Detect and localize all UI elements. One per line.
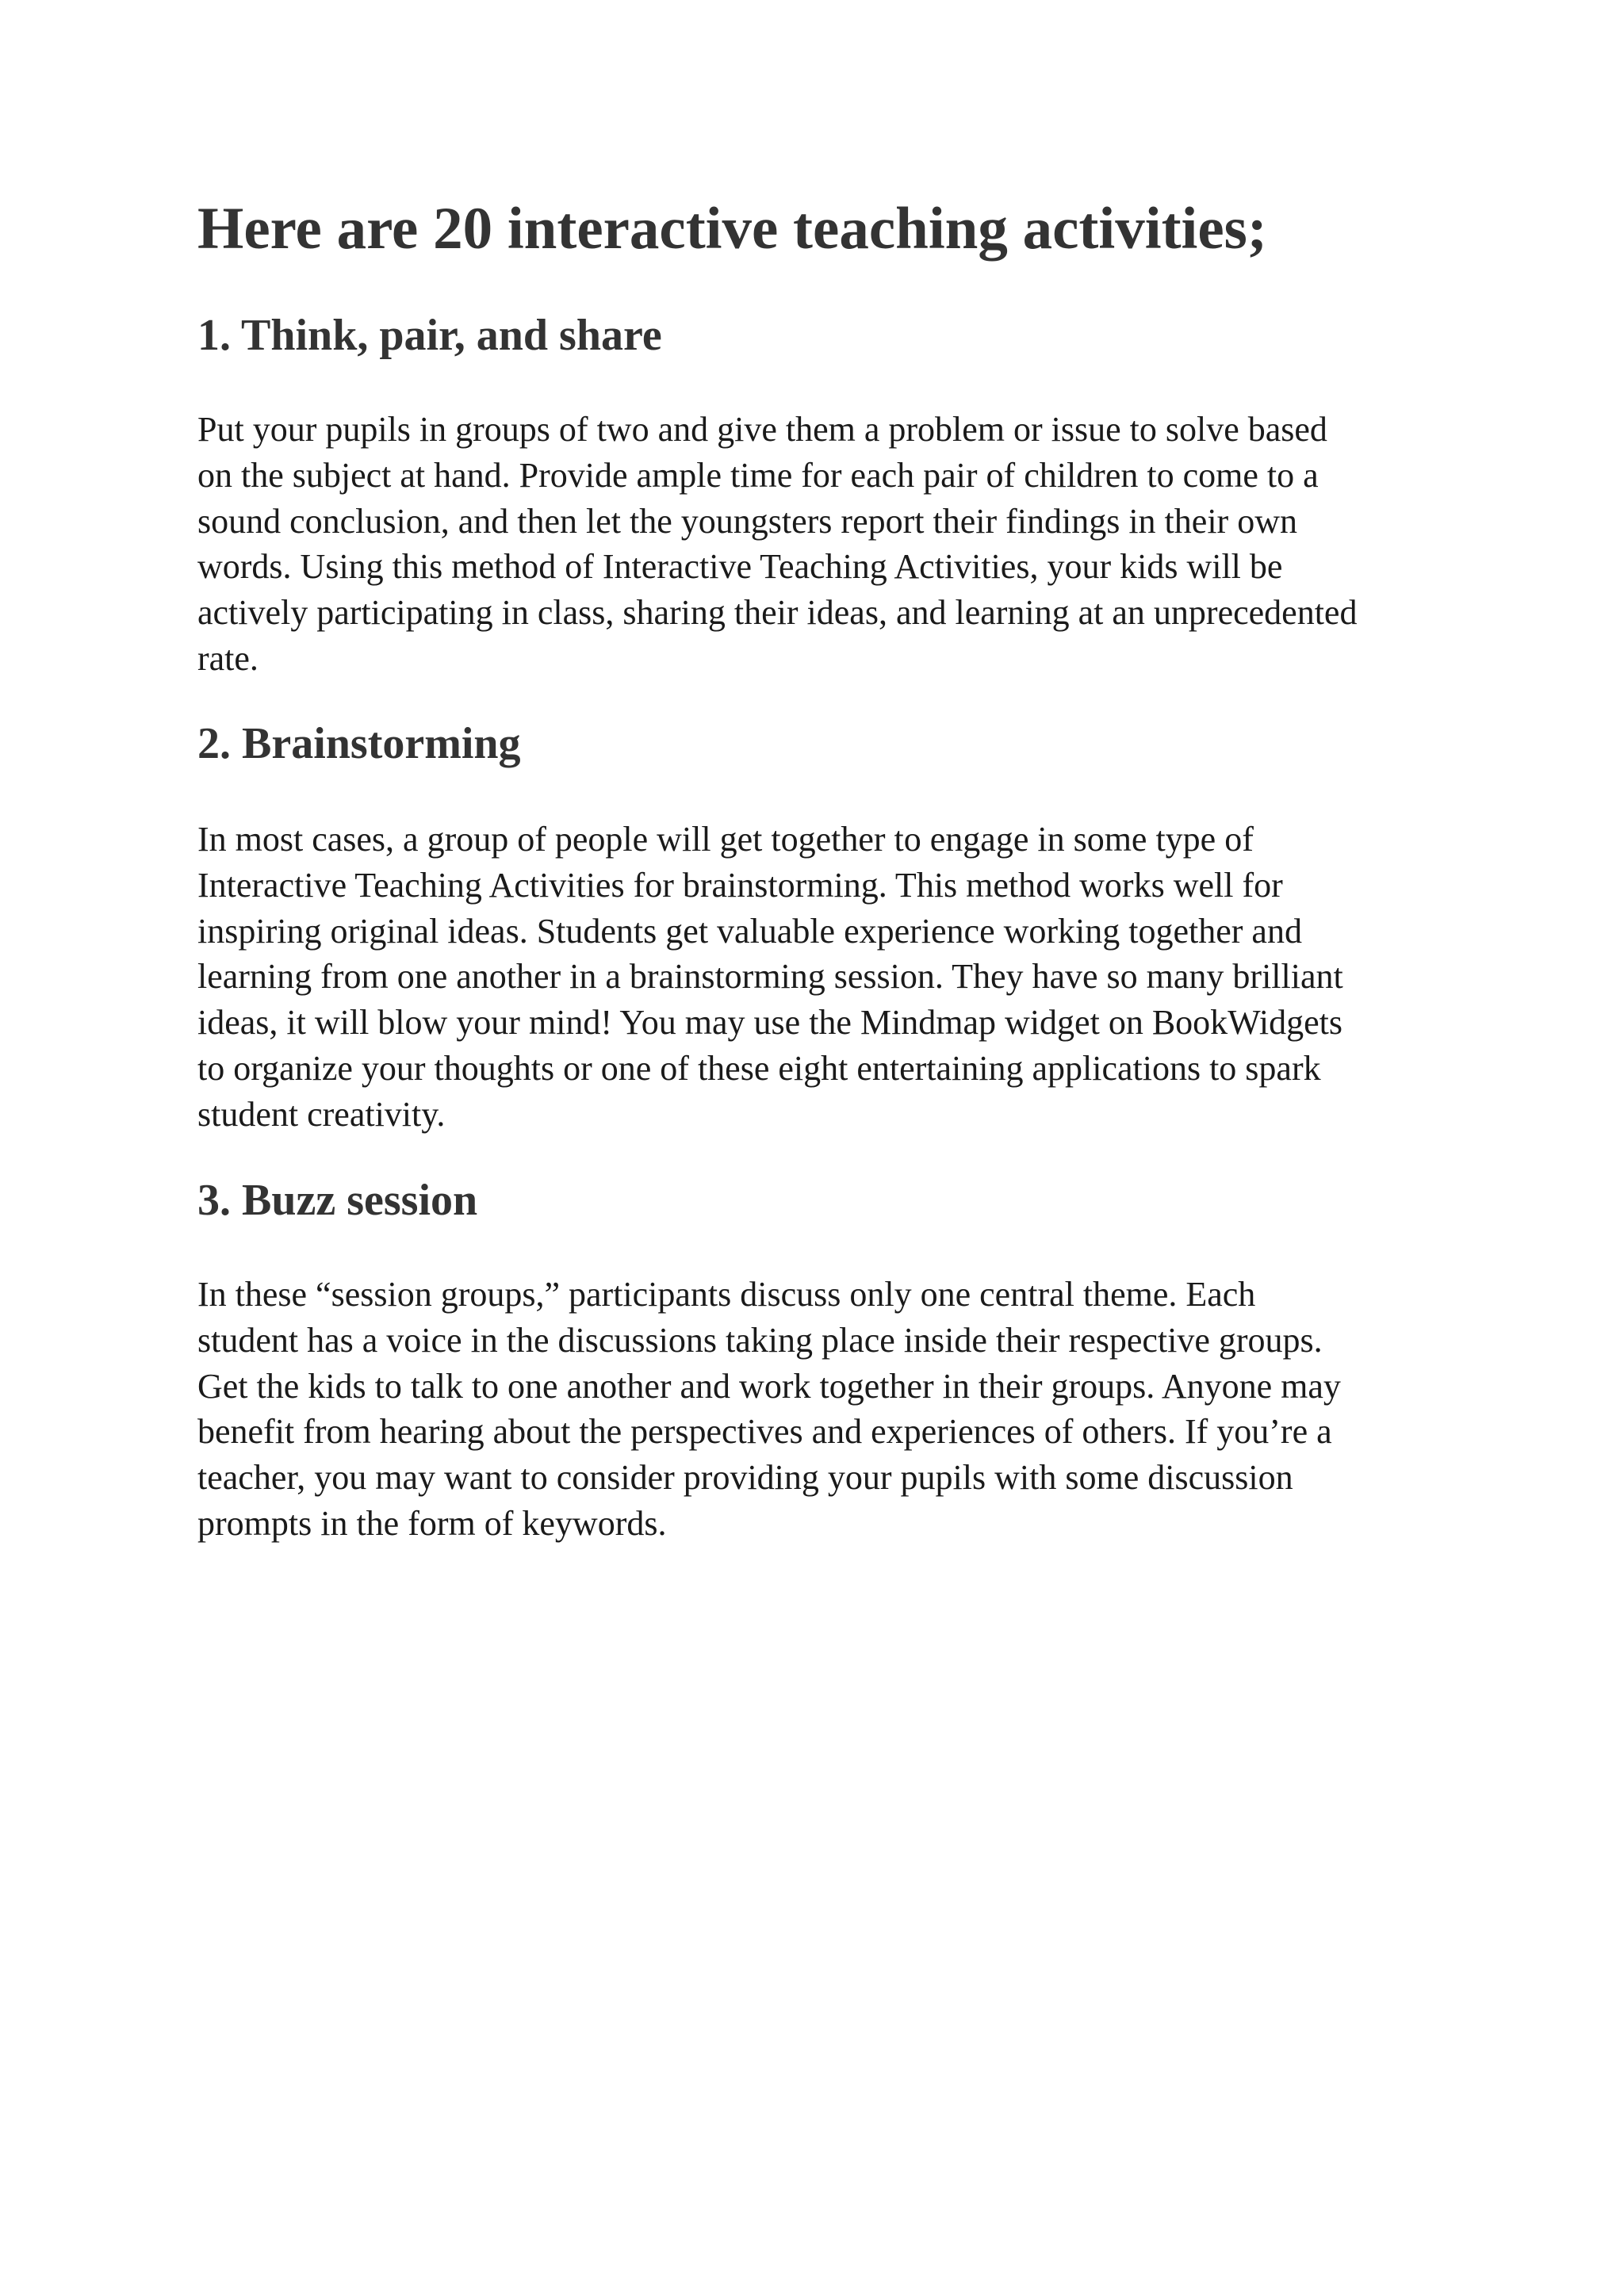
paragraph-line: learning from one another in a brainstorming session. They have so many brilliant: [197, 957, 1343, 997]
paragraph-line: benefit from hearing about the perspectives and experiences of others. If you’re a: [197, 1412, 1332, 1452]
paragraph-line: Get the kids to talk to one another and work together in their groups. Anyone may: [197, 1366, 1341, 1406]
paragraph-line: inspiring original ideas. Students get valuable experience working together and: [197, 911, 1302, 951]
section-paragraph-buzz-session: [197, 1272, 1434, 1547]
section-heading-think-pair-share: 1. Think, pair, and share: [197, 311, 662, 360]
paragraph-line: Interactive Teaching Activities for brainstorming. This method works well for: [197, 865, 1283, 905]
section-paragraph-brainstorming: [197, 817, 1434, 1138]
paragraph-line: on the subject at hand. Provide ample time for each pair of children to come to a: [197, 455, 1319, 495]
paragraph-line: to organize your thoughts or one of these eight entertaining applications to spark: [197, 1048, 1321, 1088]
paragraph-line: Put your pupils in groups of two and give them a problem or issue to solve based: [197, 410, 1327, 449]
paragraph-line: prompts in the form of keywords.: [197, 1503, 667, 1543]
paragraph-line: teacher, you may want to consider providing your pupils with some discussion: [197, 1458, 1293, 1498]
paragraph-line: student has a voice in the discussions taking place inside their respective groups.: [197, 1320, 1323, 1360]
paragraph-line: actively participating in class, sharing their ideas, and learning at an unprecedented: [197, 593, 1358, 633]
paragraph-line: In these “session groups,” participants discuss only one central theme. Each: [197, 1275, 1256, 1314]
paragraph-line: student creativity.: [197, 1094, 446, 1134]
paragraph-line: sound conclusion, and then let the youngsters report their findings in their own: [197, 501, 1297, 541]
paragraph-line: words. Using this method of Interactive Teaching Activities, your kids will be: [197, 547, 1283, 587]
section-heading-buzz-session: 3. Buzz session: [197, 1176, 478, 1225]
section-heading-brainstorming: 2. Brainstorming: [197, 719, 521, 768]
section-paragraph-think-pair-share: [197, 407, 1434, 682]
paragraph-line: In most cases, a group of people will get together to engage in some type of: [197, 820, 1254, 859]
paragraph-line: rate.: [197, 638, 259, 678]
paragraph-line: ideas, it will blow your mind! You may use the Mindmap widget on BookWidgets: [197, 1003, 1343, 1043]
document-title: Here are 20 interactive teaching activities;: [197, 196, 1267, 262]
